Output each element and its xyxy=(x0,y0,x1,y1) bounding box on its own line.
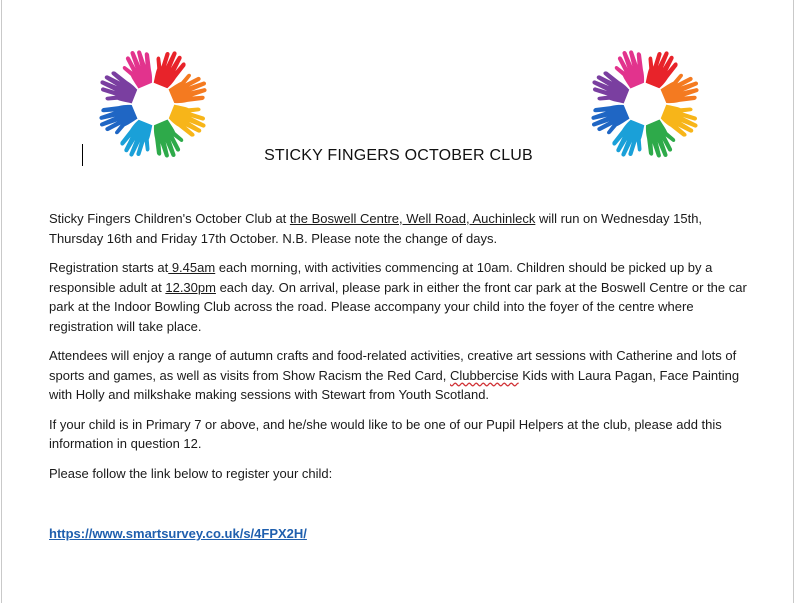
text-run: each day. On arrival, please park in either the front car park at the Boswell Centre or the car park at the Indoor Bowling Club across the road. Please accompany your child into the foyer of the centre where registration will take place. xyxy=(49,279,747,334)
paragraph-register-prompt: Please follow the link below to register your child: xyxy=(49,465,333,481)
text-run: Kids with Laura Pagan, Face Painting with Holly and milkshake making sessions with Stewart from Youth Scotland. xyxy=(49,367,740,402)
hands-group xyxy=(586,45,703,162)
end-time-text: 12.30pm xyxy=(165,279,216,295)
location-text: the Boswell Centre, Well Road, Auchinleck xyxy=(289,211,536,226)
text-run: Registration starts at xyxy=(49,260,169,275)
document-title: STICKY FINGERS OCTOBER CLUB xyxy=(264,147,533,164)
paragraph-activities xyxy=(49,346,759,405)
text-run: Sticky Fingers Children's October Club at xyxy=(49,211,290,226)
hands-group xyxy=(94,45,211,162)
paragraph-registration xyxy=(49,258,759,336)
hands-circle-logo-right-icon xyxy=(580,44,710,164)
text-run: will run on Wednesday 15th, Thursday 16th and Friday 17th October. N.B. Please note the change of days. xyxy=(49,211,703,246)
text-run: Attendees will enjoy a range of autumn crafts and food-related activities, creative art sessions with Catherine and lots of sports and games, as well as visits from Show Racism the Red Card, xyxy=(49,348,737,383)
document-body xyxy=(49,209,759,493)
paragraph-pupil-helpers: If your child is in Primary 7 or above, and he/she would like to be one of our Pupil Helpers at the club, please add this information in question 12. xyxy=(49,416,722,451)
text-run: each morning, with activities commencing at 10am. Children should be picked up by a responsible adult at xyxy=(49,260,713,295)
registration-link[interactable]: https://www.smartsurvey.co.uk/s/4FPX2H/ xyxy=(49,526,307,541)
start-time-text: 9.45am xyxy=(168,260,216,275)
paragraph-intro xyxy=(49,209,759,248)
spellcheck-flagged-word[interactable]: Clubbercise xyxy=(449,367,519,383)
hands-circle-logo-left-icon xyxy=(88,44,218,164)
